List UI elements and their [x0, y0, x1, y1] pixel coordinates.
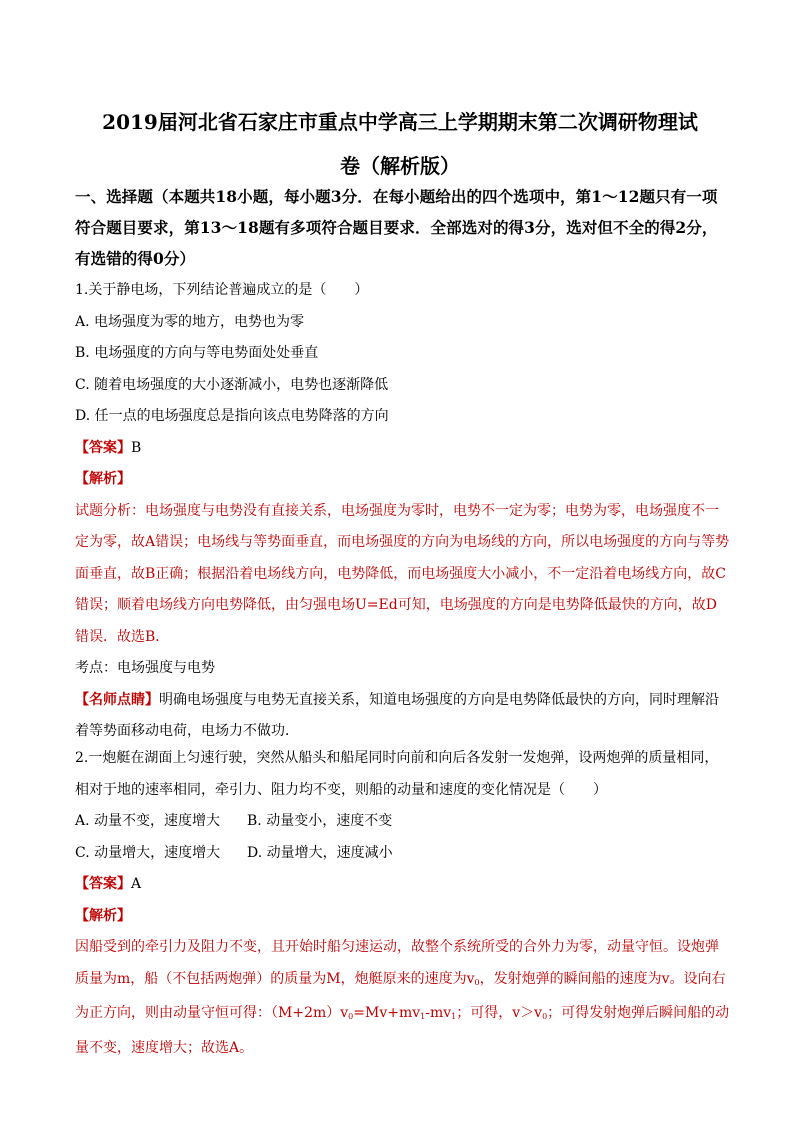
question-1-option-c: C. 随着电场强度的大小逐渐减小，电势也逐渐降低 — [75, 376, 389, 393]
analysis-text: 电场强度与电势没有直接关系，电场强度为零时，电势不一定为零；电势为零，电场强度不一定为零，故A错误；电场线与等势面垂直，而电场强度的方向为电场线的方向，所以电场强度的方向与等势面垂直，故B正确；根据沿着电场线方向，电势降低，而电场强度大小减小，不一定沿着电场线方向，故C错误；顺着电场线方向电势降低，由匀强电场U=Ed可知，电场强度的方向是电势降低最快的方向，故D错误．故选B． — [75, 502, 730, 645]
analysis-part-1: 因船受到的牵引力及阻力不变，且开始时船匀速运动，故整个系统所受的合外力为零，动量守恒。设炮弹质量为m，船（不包括两炮弹）的质量为M，炮艇原来的速度为v — [75, 939, 719, 987]
question-2-option-a: A. 动量不变，速度增大 — [75, 813, 221, 829]
answer-value: A — [131, 876, 142, 892]
question-1-option-b: B. 电场强度的方向与等电势面处处垂直 — [75, 345, 319, 361]
question-1-stem: 1.关于静电场，下列结论普遍成立的是（ ） — [75, 282, 369, 298]
document-title — [70, 100, 730, 188]
subscript-1: 1 — [451, 1012, 457, 1021]
question-2-analysis — [75, 932, 730, 1064]
subscript-1: 1 — [420, 1012, 426, 1021]
answer-label: 【答案】 — [75, 439, 131, 456]
question-2-options-row-1 — [75, 806, 730, 838]
tip-label: 【名师点睛】 — [75, 691, 159, 708]
title-line-2: 卷（解析版） — [340, 154, 460, 178]
tip-text: 明确电场强度与电势无直接关系，知道电场强度的方向是电势降低最快的方向，同时理解沿着等势面移动电荷，电场力不做功． — [75, 691, 719, 739]
question-2-analysis-label: 【解析】 — [75, 907, 131, 924]
question-2-option-c: C. 动量增大，速度增大 — [75, 844, 221, 861]
section-heading: 一、选择题（本题共18小题，每小题3分．在每小题给出的四个选项中，第1～12题只有一项符合题目要求，第13～18题有多项符合题目要求．全部选对的得3分，选对但不全的得2分，有选错的得0分） — [75, 187, 718, 268]
question-2 — [75, 743, 730, 1064]
question-1-option-d: D. 任一点的电场强度总是指向该点电势降落的方向 — [75, 408, 389, 424]
question-1 — [75, 275, 730, 748]
analysis-part-3: =Mv+mv — [353, 1005, 421, 1021]
question-1-answer — [75, 433, 730, 465]
subscript-0: 0 — [348, 1012, 354, 1021]
title-line-1: 2019届河北省石家庄市重点中学高三上学期期末第二次调研物理试 — [102, 110, 698, 134]
analysis-part-4: -mv — [425, 1005, 452, 1021]
question-2-answer — [75, 869, 730, 901]
question-2-option-b: B. 动量变小，速度不变 — [247, 813, 393, 829]
answer-value: B — [131, 439, 142, 456]
question-1-option-a: A. 电场强度为零的地方，电势也为零 — [75, 313, 305, 330]
question-2-options-row-2 — [75, 838, 730, 870]
question-1-kaodian: 考点：电场强度与电势 — [75, 660, 215, 676]
subscript-0: 0 — [542, 1012, 548, 1021]
question-2-option-d: D. 动量增大，速度减小 — [247, 844, 393, 861]
analysis-part-6: ；可得发射炮弹后瞬间船的动量不变，速度增大；故选A。 — [75, 1005, 730, 1056]
question-1-tip — [75, 685, 730, 748]
analysis-part-2: ，发射炮弹的瞬间船的速度为v。设向右为正方向，则由动量守恒可得：（M+2m）v — [75, 970, 726, 1021]
subscript-0: 0 — [474, 977, 480, 987]
question-1-analysis-label: 【解析】 — [75, 471, 131, 487]
question-1-analysis — [75, 496, 730, 654]
question-2-stem: 2.一炮艇在湖面上匀速行驶，突然从船头和船尾同时向前和向后各发射一发炮弹，设两炮弹的质量相同，相对于地的速率相同，牵引力、阻力均不变，则船的动量和速度的变化情况是（ ） — [75, 750, 719, 798]
analysis-lead: 试题分析： — [75, 502, 145, 519]
answer-label: 【答案】 — [75, 876, 131, 892]
analysis-part-5: ；可得，v＞v — [456, 1005, 543, 1021]
